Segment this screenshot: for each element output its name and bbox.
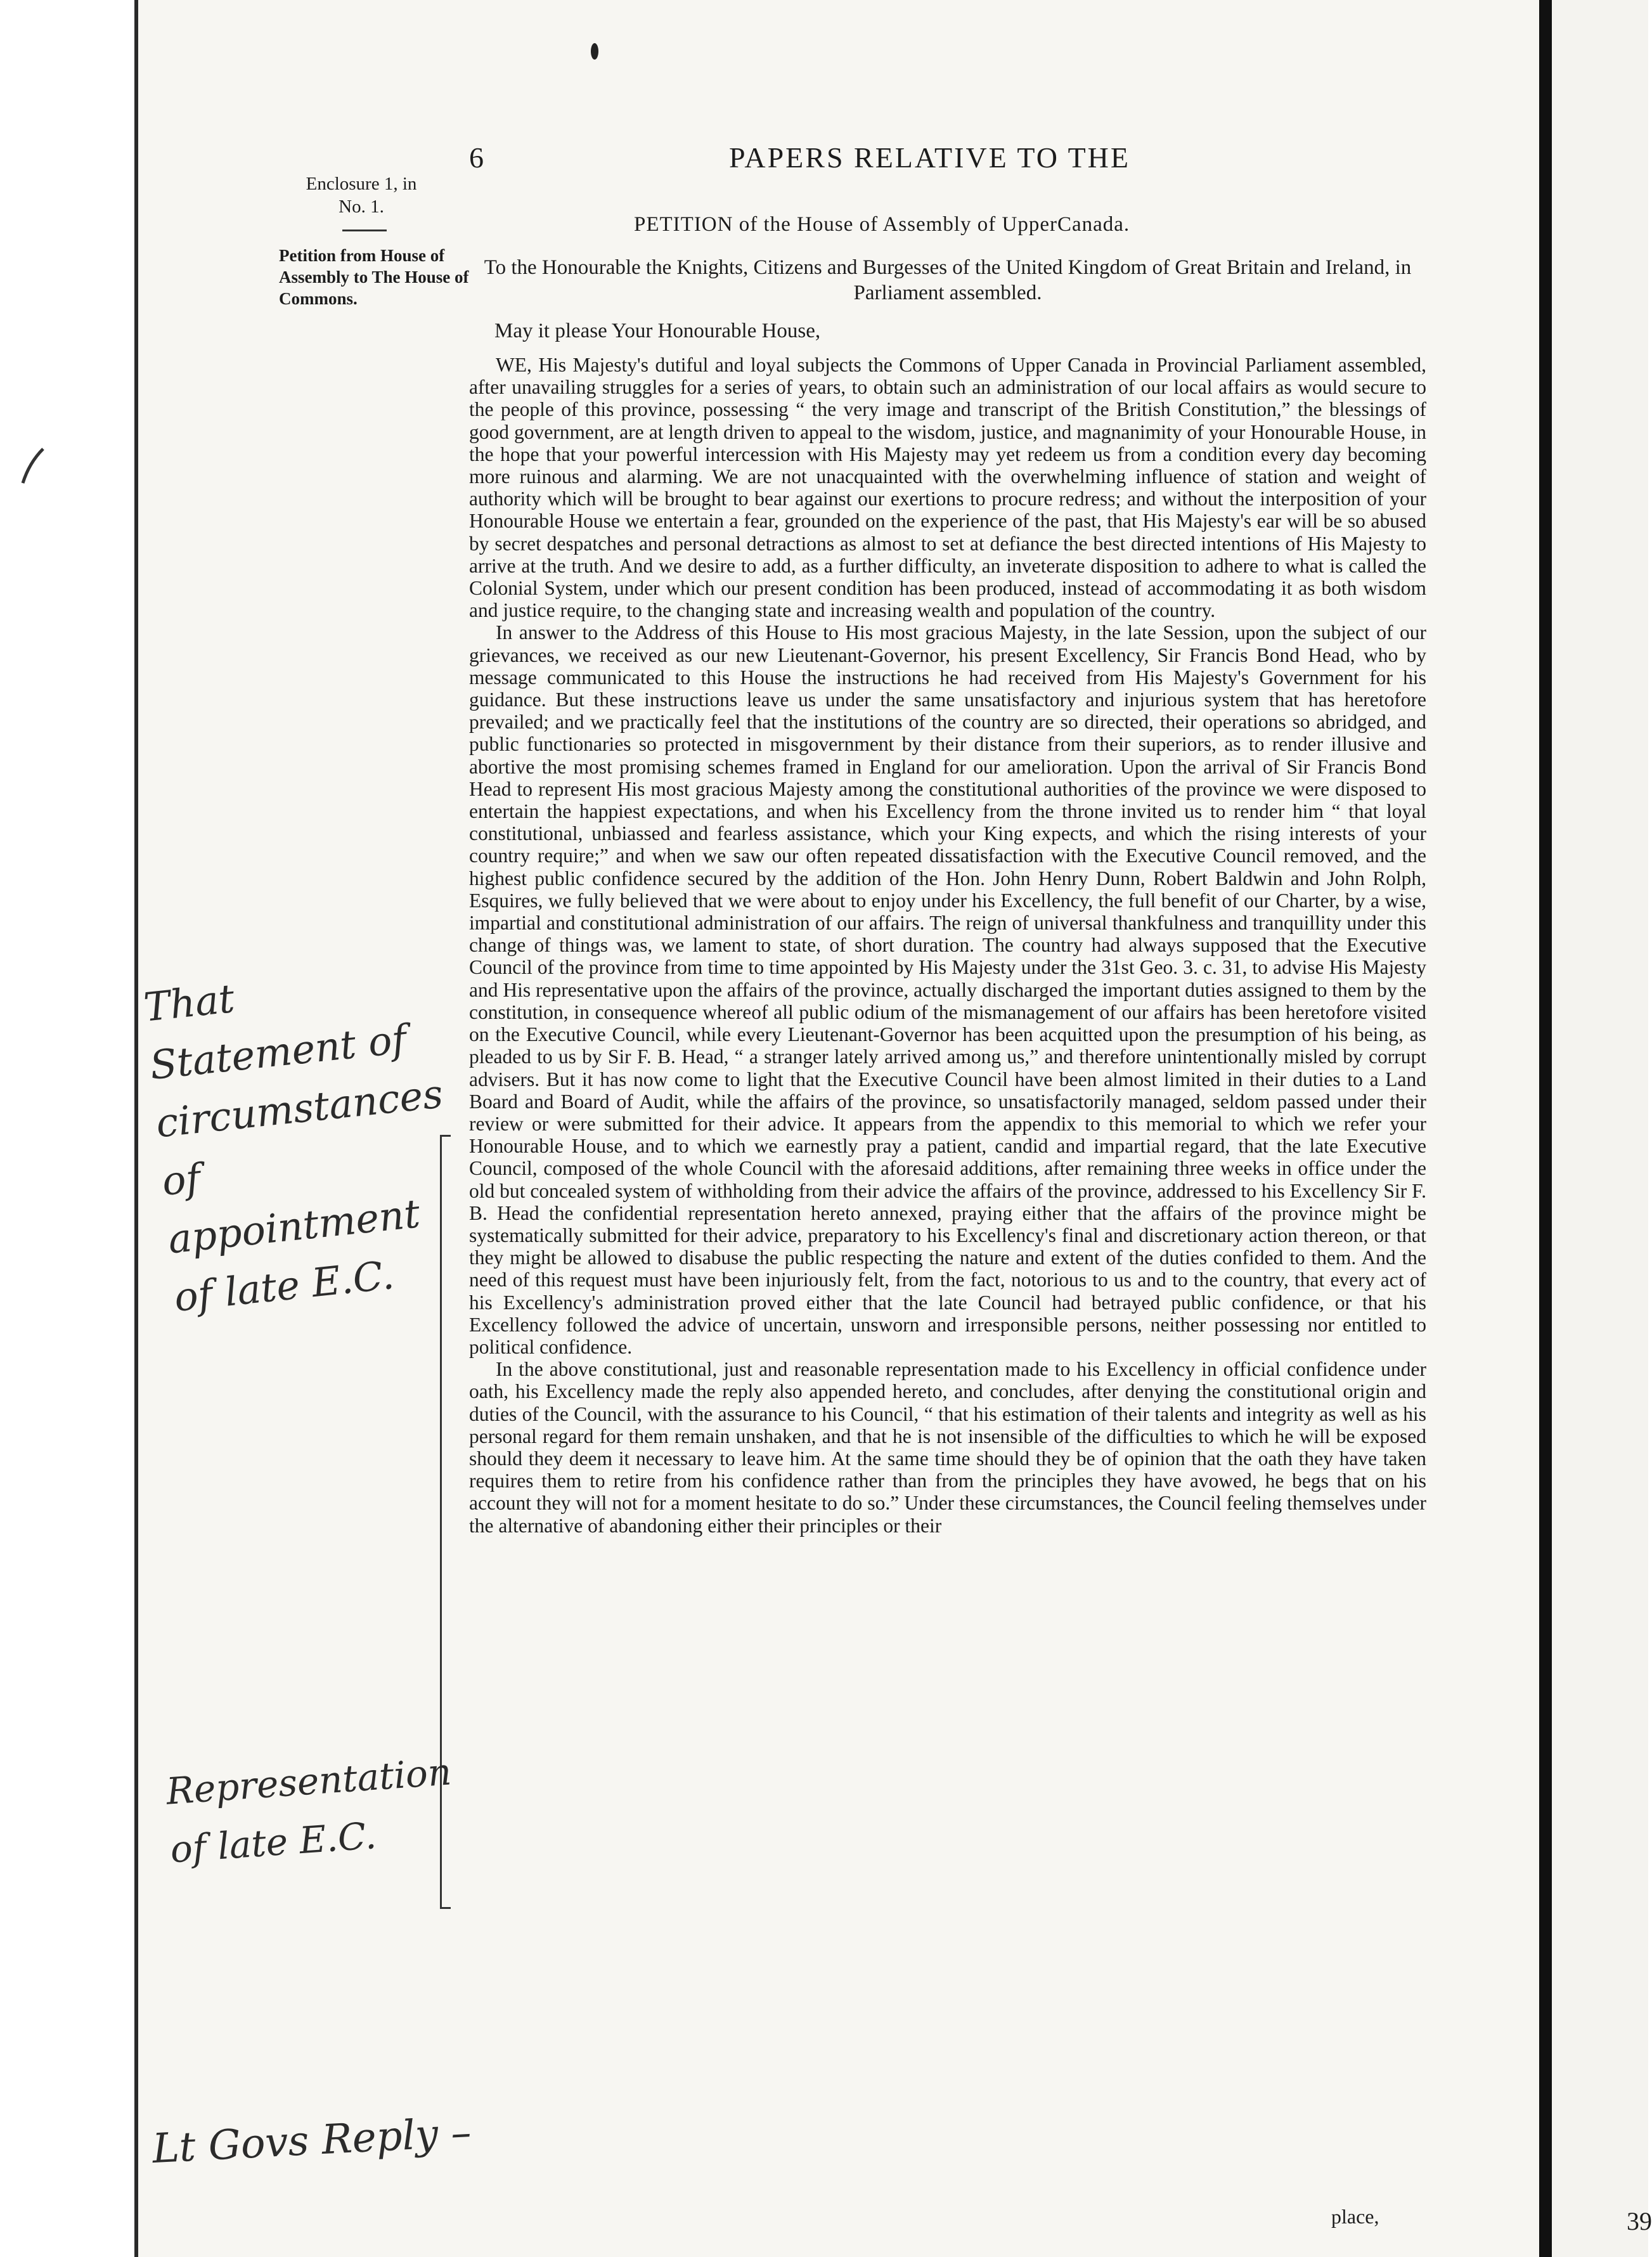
enclosure-line-1: Enclosure 1, in — [306, 174, 417, 194]
page-number: 6 — [469, 141, 484, 174]
salutation: May it please Your Honourable House, — [494, 320, 821, 342]
scan-margin — [0, 0, 127, 2257]
running-head: PAPERS RELATIVE TO THE — [729, 141, 1131, 174]
book-gutter — [1539, 0, 1552, 2257]
paragraph-1: WE, His Majesty's dutiful and loyal subjects the Commons of Upper Canada in Provincial Parliament assembled, after unavailing struggles for a series of years, to obtain such an administration of our local affairs as would secure to the people of this province, possessing “ the very image and transcript of the British Constitution,” the blessings of good government, are at length driven to appeal to the wisdom, justice, and magnanimity of your Honourable House, in the hope that your powerful intercession with His Majesty may yet redeem us from a condition every day becoming more ruinous and alarming. We are not unacquainted with the overwhelming influence of station and weight of authority which will be brought to bear against our exertions to procure redress; and without the interposition of your Honourable House we entertain a fear, grounded on the experience of the past, that His Majesty's ear will be so abused by secret despatches and personal detractions as almost to set at defiance the best directed intentions of His Majesty to arrive at the truth. And we desire to add, as a further difficulty, an inveterate disposition to adhere to what is called the Colonial System, under which our present condition has been produced, instead of accommodating it as both wisdom and justice require, to the changing state and increasing wealth and population of the country. — [469, 354, 1426, 622]
catchword: place, — [1331, 2205, 1379, 2228]
petition-addressee: To the Honourable the Knights, Citizens and Burgesses of the United Kingdom of Great Britain and Ireland, in Parliament assembled. — [484, 256, 1412, 304]
enclosure-note — [298, 172, 425, 218]
enclosure-line-2: No. 1. — [339, 197, 384, 217]
petition-side-note: Petition from House of Assembly to The House of Commons. — [279, 246, 469, 308]
petition-title: PETITION of the House of Assembly of UpperCanada. — [634, 213, 1130, 236]
adjacent-page-number: 39 — [1627, 2207, 1652, 2235]
enclosure-rule — [342, 230, 387, 231]
paragraph-2: In answer to the Address of this House to His most gracious Majesty, in the late Session, upon the subject of our grievances, we received as our new Lieutenant-Governor, his present Excellency, Sir Francis Bond Head, who by message communicated to this House the instructions he had received from His Majesty's Government for his guidance. But these instructions leave us under the same unsatisfactory and injurious system that has heretofore prevailed; and we practically feel that the institutions of the country are so directed, their operations so abridged, and public functionaries so protected in misgovernment by their distance from their superiors, as to render illusive and abortive the most promising schemes framed in England for our amelioration. Upon the arrival of Sir Francis Bond Head to represent His most gracious Majesty among the constitutional authorities of the province we were disposed to entertain the happiest expectations, and when his Excellency from the throne invited us to render him “ that loyal constitutional, unbiassed and fearless assistance, which your King expects, and which the rising interests of your country require;” and when we saw our often repeated dissatisfaction with the Executive Council removed, and the highest public confidence secured by the addition of the Hon. John Henry Dunn, Robert Baldwin and John Rolph, Esquires, we fully believed that we were about to enjoy under his Excellency, the full benefit of our Charter, by a wise, impartial and constitutional administration of our affairs. The reign of universal thankfulness and tranquillity under this change of things was, we lament to state, of short duration. The country had always supposed that the Executive Council of the province from time to time appointed by His Majesty under the 31st Geo. 3. c. 31, to advise His Majesty and His representative upon the affairs of the province, actually discharged the important duties assigned to them by the constitution, in consequence whereof all public odium of the mismanagement of our affairs has been heretofore visited on the Executive Council, while every Lieutenant-Governor has been acquitted upon the presumption of his being, as pleaded to us by Sir F. B. Head, “ a stranger lately arrived among us,” and therefore unintentionally misled by corrupt advisers. But it has now come to light that the Executive Council have been almost limited in their duties to a Land Board and Board of Audit, while the affairs of the province, so unsatisfactorily managed, seldom passed under their review or were submitted for their advice. It appears from the appendix to this memorial to which we refer your Honourable House, and to which we earnestly pray a patient, candid and impartial regard, that the late Executive Council, composed of the whole Council with the aforesaid additions, after remaining three weeks in office under the old but concealed system of withholding from their advice the affairs of the province, addressed to his Excellency Sir F. B. Head the confidential representation hereto annexed, praying either that the affairs of the province might be systematically submitted for their advice, preparatory to his Excellency's final and discretionary action thereon, or that they might be allowed to disabuse the public respecting the nature and extent of the duties confided to them. And the need of this request must have been injuriously felt, from the fact, notorious to us and to the country, that every act of his Excellency's administration proved either that the late Council had betrayed public confidence, or that his Excellency followed the advice of uncertain, unsworn and irresponsible persons, neither possessing nor entitled to political confidence. — [469, 621, 1426, 1358]
handwritten-note-statement: That Statement of circumstances of appointment of late E.C. — [141, 974, 446, 1321]
adjacent-page-edge — [1552, 0, 1648, 2257]
paragraph-3: In the above constitutional, just and reasonable representation made to his Excellency in official confidence under oath, his Excellency made the reply also appended hereto, and concludes, after denying the constitutional origin and duties of the Council, with the assurance to his Council, “ that his estimation of their talents and integrity as well as his personal regard for them remain unshaken, and that he is not insensible of the difficulties to which he will be exposed should they deem it necessary to leave him. At the same time should they be of opinion that the oath they have taken requires them to retire from his confidence rather than from the principles they have avowed, he begs that on his account they will not for a moment hesitate to do so.” Under these circumstances, the Council feeling themselves under the alternative of abandoning either their principles or their — [469, 1358, 1426, 1537]
petition-body — [469, 354, 1426, 1537]
ink-blot — [591, 43, 598, 60]
margin-ink-mark — [18, 444, 49, 488]
handwritten-note-representation: Representation of late E.C. — [164, 1750, 453, 1872]
handwritten-note-reply: Lt Govs Reply – — [151, 2109, 473, 2173]
